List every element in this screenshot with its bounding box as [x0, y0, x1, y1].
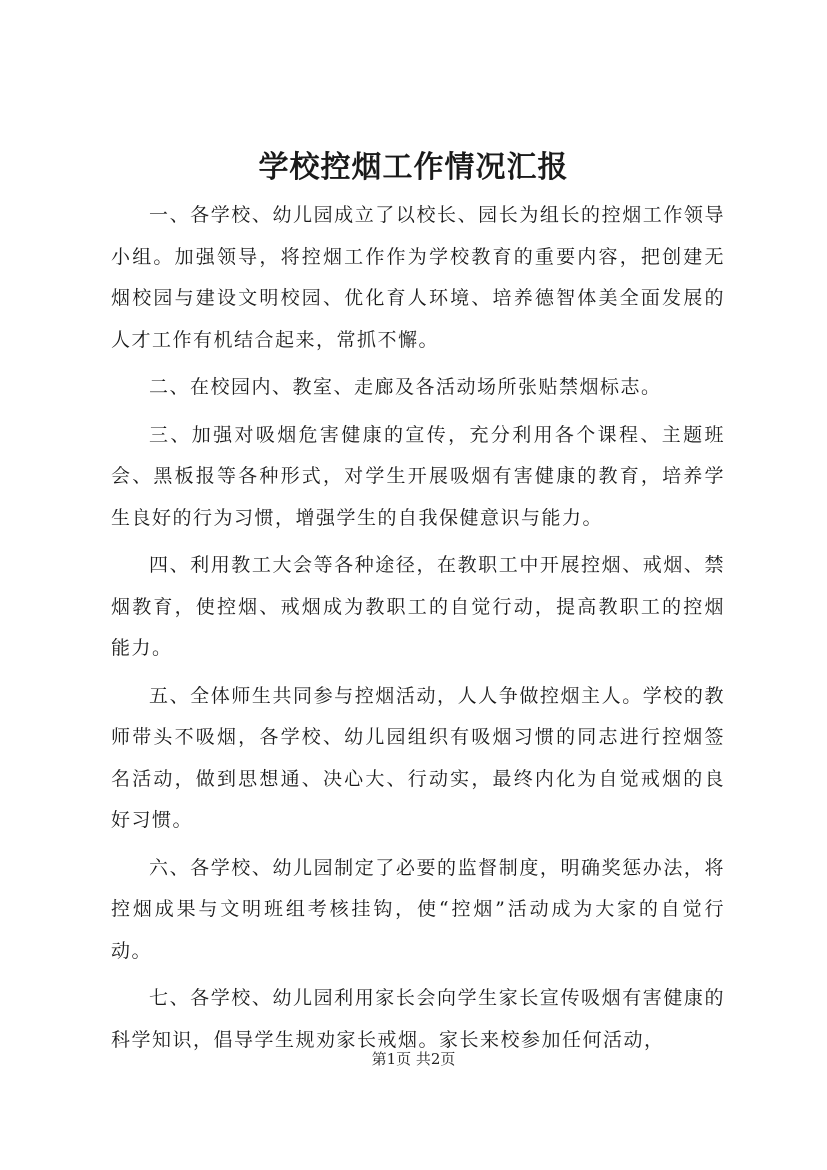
paragraph-5: 五、全体师生共同参与控烟活动，人人争做控烟主人。学校的教师带头不吸烟，各学校、幼儿园组织有吸烟习惯的同志进行控烟签名活动，做到思想通、决心大、行动实，最终内化为自觉戒烟的良好习惯。 [111, 684, 725, 831]
document-body [111, 195, 725, 1067]
page-footer: 第1页 共2页 [371, 1050, 456, 1068]
paragraph-2: 二、在校园内、教室、走廊及各活动场所张贴禁烟标志。 [149, 376, 662, 398]
paragraph-3: 三、加强对吸烟危害健康的宣传，充分利用各个课程、主题班会、黑板报等各种形式，对学生开展吸烟有害健康的教育，培养学生良好的行为习惯，增强学生的自我保健意识与能力。 [111, 423, 725, 529]
paragraph-6: 六、各学校、幼儿园制定了必要的监督制度，明确奖惩办法，将控烟成果与文明班组考核挂钩，使“控烟”活动成为大家的自觉行动。 [111, 856, 725, 962]
paragraph-1: 一、各学校、幼儿园成立了以校长、园长为组长的控烟工作领导小组。加强领导，将控烟工作作为学校教育的重要内容，把创建无烟校园与建设文明校园、优化育人环境、培养德智体美全面发展的人才工作有机结合起来，常抓不懈。 [111, 204, 725, 351]
document-title: 学校控烟工作情况汇报 [258, 150, 569, 185]
paragraph-4: 四、利用教工大会等各种途径，在教职工中开展控烟、戒烟、禁烟教育，使控烟、戒烟成为教职工的自觉行动，提高教职工的控烟能力。 [111, 554, 725, 659]
paragraph-7: 七、各学校、幼儿园利用家长会向学生家长宣传吸烟有害健康的科学知识，倡导学生规劝家长戒烟。家长来校参加任何活动， [111, 987, 725, 1051]
